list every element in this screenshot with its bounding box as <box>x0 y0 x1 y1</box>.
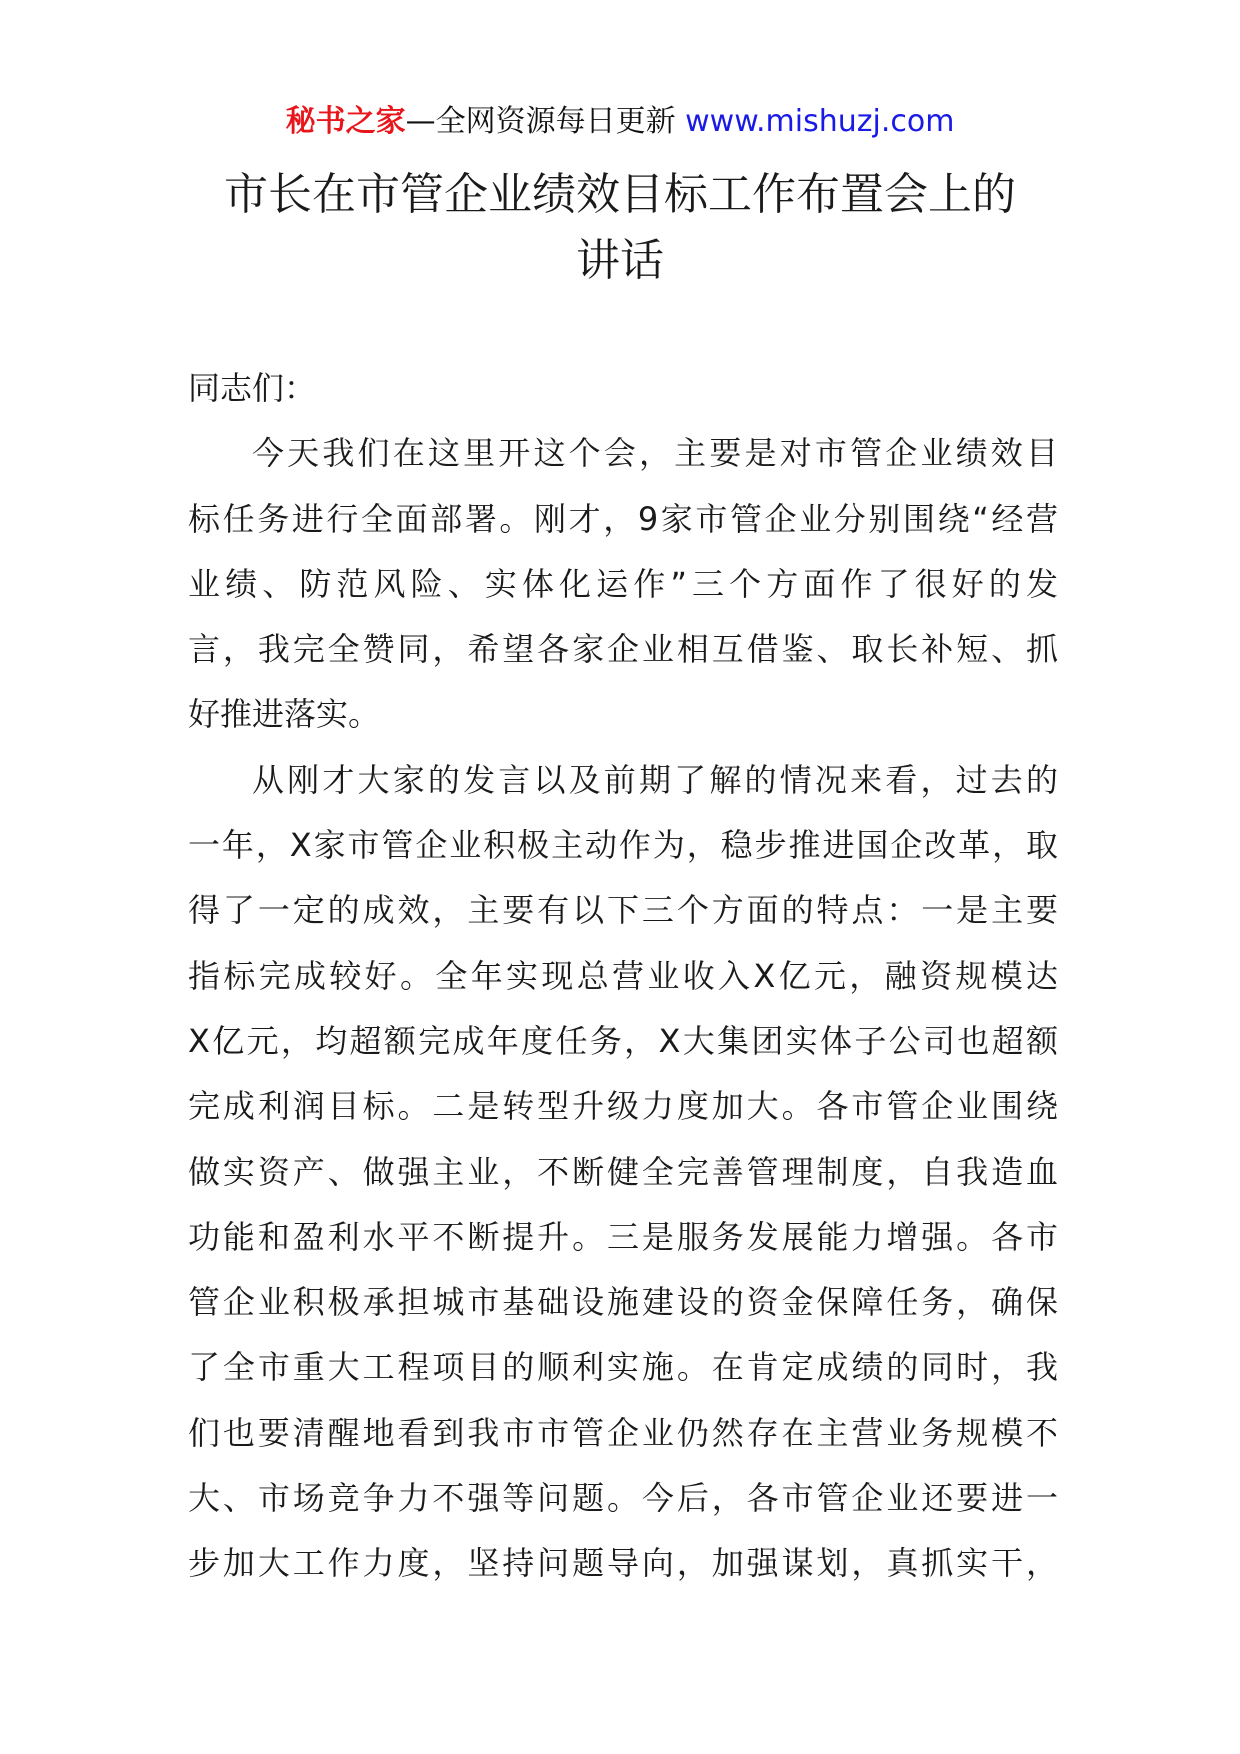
paragraph-line: 从刚才大家的发言以及前期了解的情况来看，过去的 <box>252 760 1058 799</box>
greeting: 同志们： <box>188 369 317 407</box>
paragraph-line: 业绩、防范风险、实体化运作”三个方面作了很好的发 <box>188 564 1058 603</box>
paragraph-line: 好推进落实。 <box>188 695 381 734</box>
document-body <box>188 356 1058 1597</box>
site-url-link[interactable]: www.mishuzj.com <box>685 104 955 139</box>
paragraph <box>188 421 1058 747</box>
paragraph-line: 完成利润目标。二是转型升级力度加大。各市管企业围绕 <box>188 1087 1058 1126</box>
paragraph-line: 得了一定的成效，主要有以下三个方面的特点：一是主要 <box>188 891 1058 930</box>
paragraph-line: 了全市重大工程项目的顺利实施。在肯定成绩的同时，我 <box>188 1348 1058 1387</box>
brand-name: 秘书之家 <box>285 104 406 139</box>
paragraph <box>188 748 1058 1597</box>
paragraph-line: 功能和盈利水平不断提升。三是服务发展能力增强。各市 <box>188 1217 1058 1256</box>
paragraph-line: 标任务进行全面部署。刚才，9家市管企业分别围绕“经营 <box>188 499 1058 538</box>
watermark-header <box>0 100 1240 144</box>
title-line: 市长在市管企业绩效目标工作布置会上的 <box>224 169 1016 220</box>
paragraph-line: 指标完成较好。全年实现总营业收入X亿元，融资规模达 <box>188 956 1058 995</box>
paragraph-line: 言，我完全赞同，希望各家企业相互借鉴、取长补短、抓 <box>188 630 1058 669</box>
paragraph-line: 一年，X家市管企业积极主动作为，稳步推进国企改革，取 <box>188 826 1058 865</box>
paragraph-line: 们也要清醒地看到我市市管企业仍然存在主营业务规模不 <box>188 1413 1058 1452</box>
paragraph-line: X亿元，均超额完成年度任务，X大集团实体子公司也超额 <box>188 1021 1058 1060</box>
paragraph-line: 做实资产、做强主业，不断健全完善管理制度，自我造血 <box>188 1152 1058 1191</box>
paragraph-line: 管企业积极承担城市基础设施建设的资金保障任务，确保 <box>188 1283 1058 1322</box>
brand-tagline: —全网资源每日更新 <box>405 104 676 139</box>
title-line: 讲话 <box>576 235 664 286</box>
paragraph-line: 今天我们在这里开这个会，主要是对市管企业绩效目 <box>252 434 1058 473</box>
paragraph-line: 步加大工作力度，坚持问题导向，加强谋划，真抓实干， <box>188 1544 1058 1583</box>
paragraph-line: 大、市场竞争力不强等问题。今后，各市管企业还要进一 <box>188 1479 1058 1518</box>
document-title <box>150 162 1090 294</box>
